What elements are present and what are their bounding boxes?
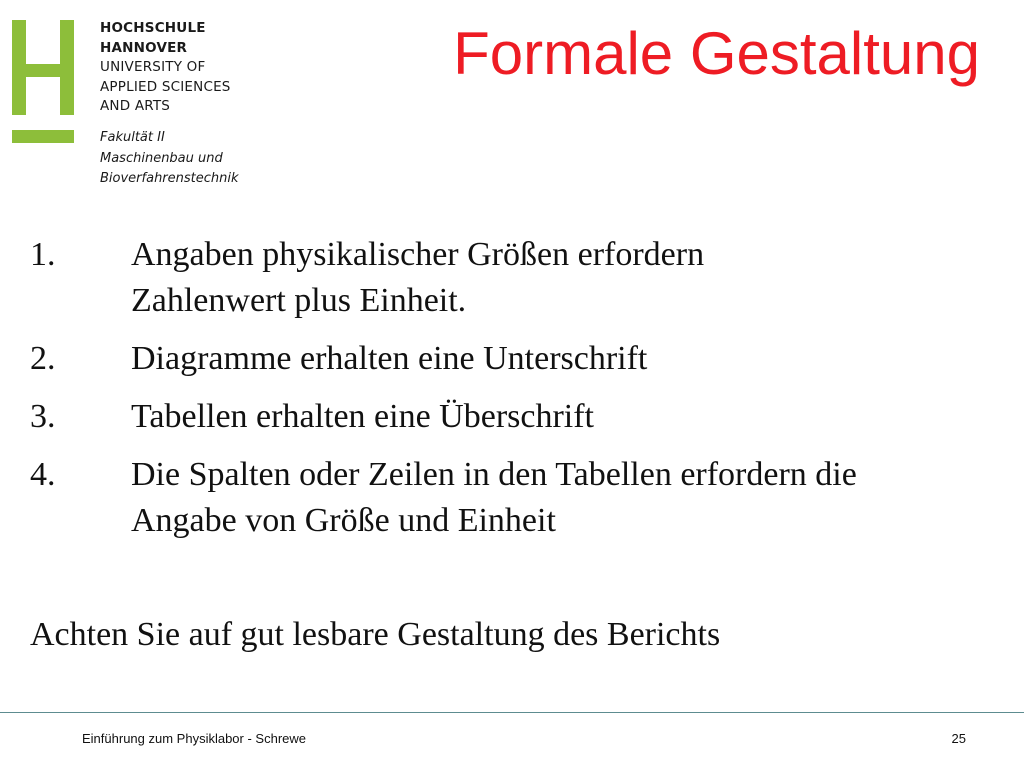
list-item-number: 2. [30, 340, 56, 377]
list-item-number: 3. [30, 398, 56, 435]
institution-line: HOCHSCHULE [100, 20, 206, 36]
list-item-number: 4. [30, 456, 56, 493]
faculty-line: Fakultät II [100, 130, 165, 145]
list-item [30, 232, 1000, 324]
institution-name [100, 19, 231, 117]
numbered-list [30, 232, 1000, 556]
page-number: 25 [951, 731, 966, 746]
list-item-line: Tabellen erhalten eine Überschrift [131, 398, 595, 435]
institution-line: HANNOVER [100, 39, 188, 56]
closing-note: Achten Sie auf gut lesbare Gestaltung des Berichts [30, 616, 721, 653]
faculty-name [100, 128, 239, 190]
footer-divider [0, 712, 1024, 713]
list-item [30, 336, 1000, 382]
faculty-line: Maschinenbau und [100, 150, 223, 166]
hochschule-hannover-h-logo-icon [12, 20, 74, 144]
list-item-line: Diagramme erhalten eine Unterschrift [131, 340, 648, 377]
slide-title: Formale Gestaltung [453, 20, 980, 87]
list-item-text [131, 232, 1000, 324]
footer-course-title: Einführung zum Physiklabor - Schrewe [82, 731, 306, 746]
list-item-line: Angaben physikalischer Größen erfordern [131, 236, 705, 273]
list-item-text [131, 452, 1000, 544]
list-item [30, 452, 1000, 544]
list-item [30, 394, 1000, 440]
faculty-line: Bioverfahrenstechnik [100, 171, 239, 186]
institution-line: AND ARTS [100, 98, 171, 115]
institution-line: APPLIED SCIENCES [100, 78, 231, 95]
list-item-text [131, 336, 1000, 382]
institution-line: UNIVERSITY OF [100, 59, 206, 76]
list-item-text [131, 394, 1000, 440]
list-item-number: 1. [30, 236, 56, 273]
list-item-line: Die Spalten oder Zeilen in den Tabellen erfordern die [131, 456, 857, 493]
list-item-line: Angabe von Größe und Einheit [131, 502, 556, 539]
list-item-line: Zahlenwert plus Einheit. [131, 282, 467, 319]
